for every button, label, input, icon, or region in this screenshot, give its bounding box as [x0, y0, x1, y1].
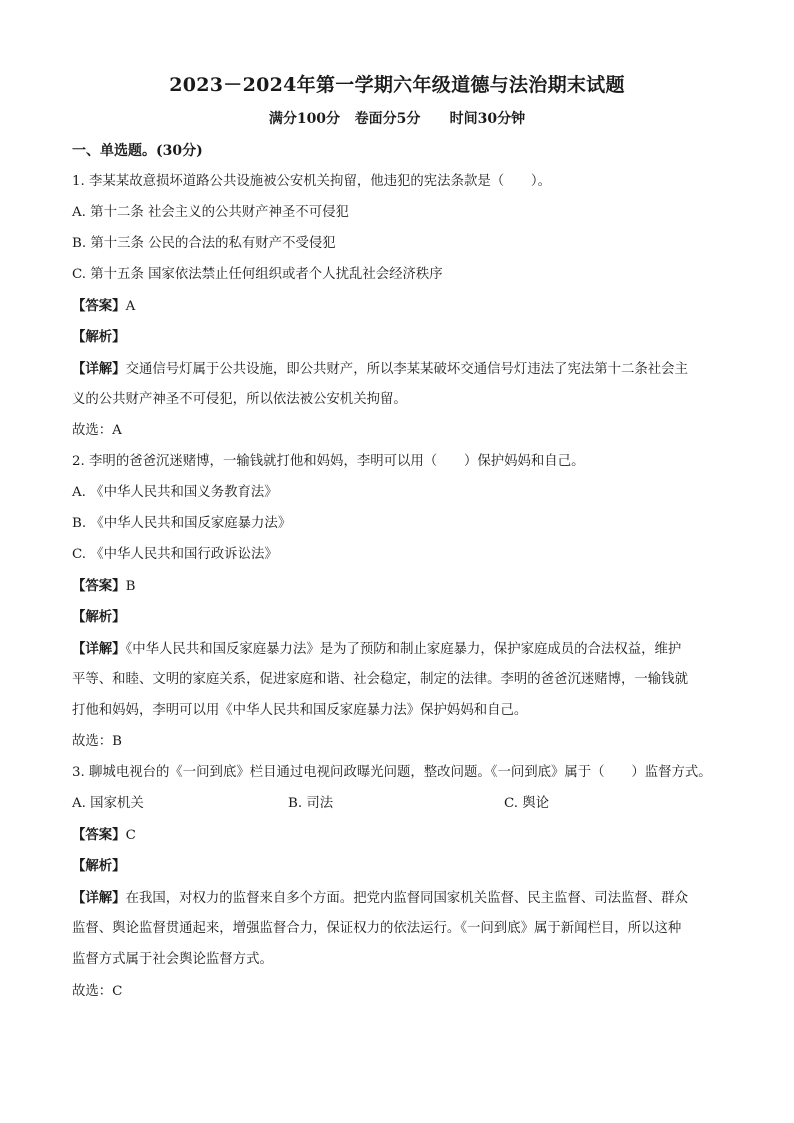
q2-option-c: C. 《中华人民共和国行政诉讼法》 [72, 547, 278, 562]
q3-detail-line1 [72, 888, 732, 909]
q1-detail-line2: 义的公共财产神圣不可侵犯，所以依法被公安机关拘留。 [72, 392, 407, 407]
q3-option-b: B. 司法 [288, 796, 334, 811]
detail-text: 交通信号灯属于公共设施，即公共财产，所以李某某破坏交通信号灯违法了宪法第十二条社会主 [125, 362, 688, 377]
answer-value: B [125, 579, 136, 594]
q2-detail-line3: 打他和妈妈，李明可以用《中华人民共和国反家庭暴力法》保护妈妈和自己。 [72, 703, 528, 718]
answer-tag: 【答案】 [72, 578, 126, 594]
q3-answer [72, 825, 732, 846]
q2-option-b: B. 《中华人民共和国反家庭暴力法》 [72, 516, 292, 531]
section-heading: 一、单选题。(30分) [72, 143, 203, 159]
q1-option-b: B. 第十三条 公民的合法的私有财产不受侵犯 [72, 236, 336, 251]
exam-title: 2023－2024年第一学期六年级道德与法治期末试题 [169, 74, 625, 96]
q3-detail-line3: 监督方式属于社会舆论监督方式。 [72, 952, 273, 967]
detail-tag: 【详解】 [72, 361, 126, 377]
q2-analysis [72, 607, 732, 628]
q1-analysis [72, 327, 732, 348]
analysis-tag: 【解析】 [72, 329, 126, 345]
answer-tag: 【答案】 [72, 827, 126, 843]
q2-choice: 故选：B [72, 734, 123, 749]
detail-tag: 【详解】 [72, 641, 126, 657]
q3-stem: 3. 聊城电视台的《一问到底》栏目通过电视问政曝光问题，整改问题。《一问到底》属于（ ）监督方式。 [72, 765, 712, 780]
q1-answer [72, 296, 732, 317]
answer-value: A [125, 299, 136, 314]
answer-tag: 【答案】 [72, 298, 126, 314]
q2-stem: 2. 李明的爸爸沉迷赌博，一输钱就打他和妈妈，李明可以用（ ）保护妈妈和自己。 [72, 454, 585, 469]
q3-option-a: A. 国家机关 [72, 796, 144, 811]
detail-text: 在我国，对权力的监督来自多个方面。把党内监督同国家机关监督、民主监督、司法监督、群众 [125, 891, 688, 906]
q2-detail-line1 [72, 639, 732, 660]
q3-option-c: C. 舆论 [504, 796, 550, 811]
q2-detail-line2: 平等、和睦、文明的家庭关系，促进家庭和谐、社会稳定，制定的法律。李明的爸爸沉迷赌博，一输钱就 [72, 672, 688, 687]
analysis-tag: 【解析】 [72, 858, 126, 874]
q1-stem: 1. 李某某故意损坏道路公共设施被公安机关拘留，他违犯的宪法条款是（ ）。 [72, 174, 552, 189]
q1-option-c: C. 第十五条 国家依法禁止任何组织或者个人扰乱社会经济秩序 [72, 267, 443, 282]
analysis-tag: 【解析】 [72, 609, 126, 625]
detail-tag: 【详解】 [72, 890, 126, 906]
q2-option-a: A. 《中华人民共和国义务教育法》 [72, 485, 278, 500]
exam-subtitle: 满分100分 卷面分5分 时间30分钟 [268, 111, 526, 127]
q3-analysis [72, 856, 732, 877]
q3-detail-line2: 监督、舆论监督贯通起来，增强监督合力，保证权力的依法运行。《一问到底》属于新闻栏目，所以这种 [72, 921, 682, 936]
q1-detail-line1 [72, 359, 732, 380]
q1-choice: 故选：A [72, 423, 122, 438]
detail-text: 《中华人民共和国反家庭暴力法》是为了预防和制止家庭暴力，保护家庭成员的合法权益，维护 [125, 642, 682, 657]
q2-answer [72, 576, 732, 597]
q3-choice: 故选：C [72, 984, 123, 999]
q1-option-a: A. 第十二条 社会主义的公共财产神圣不可侵犯 [72, 205, 349, 220]
answer-value: C [125, 828, 136, 843]
